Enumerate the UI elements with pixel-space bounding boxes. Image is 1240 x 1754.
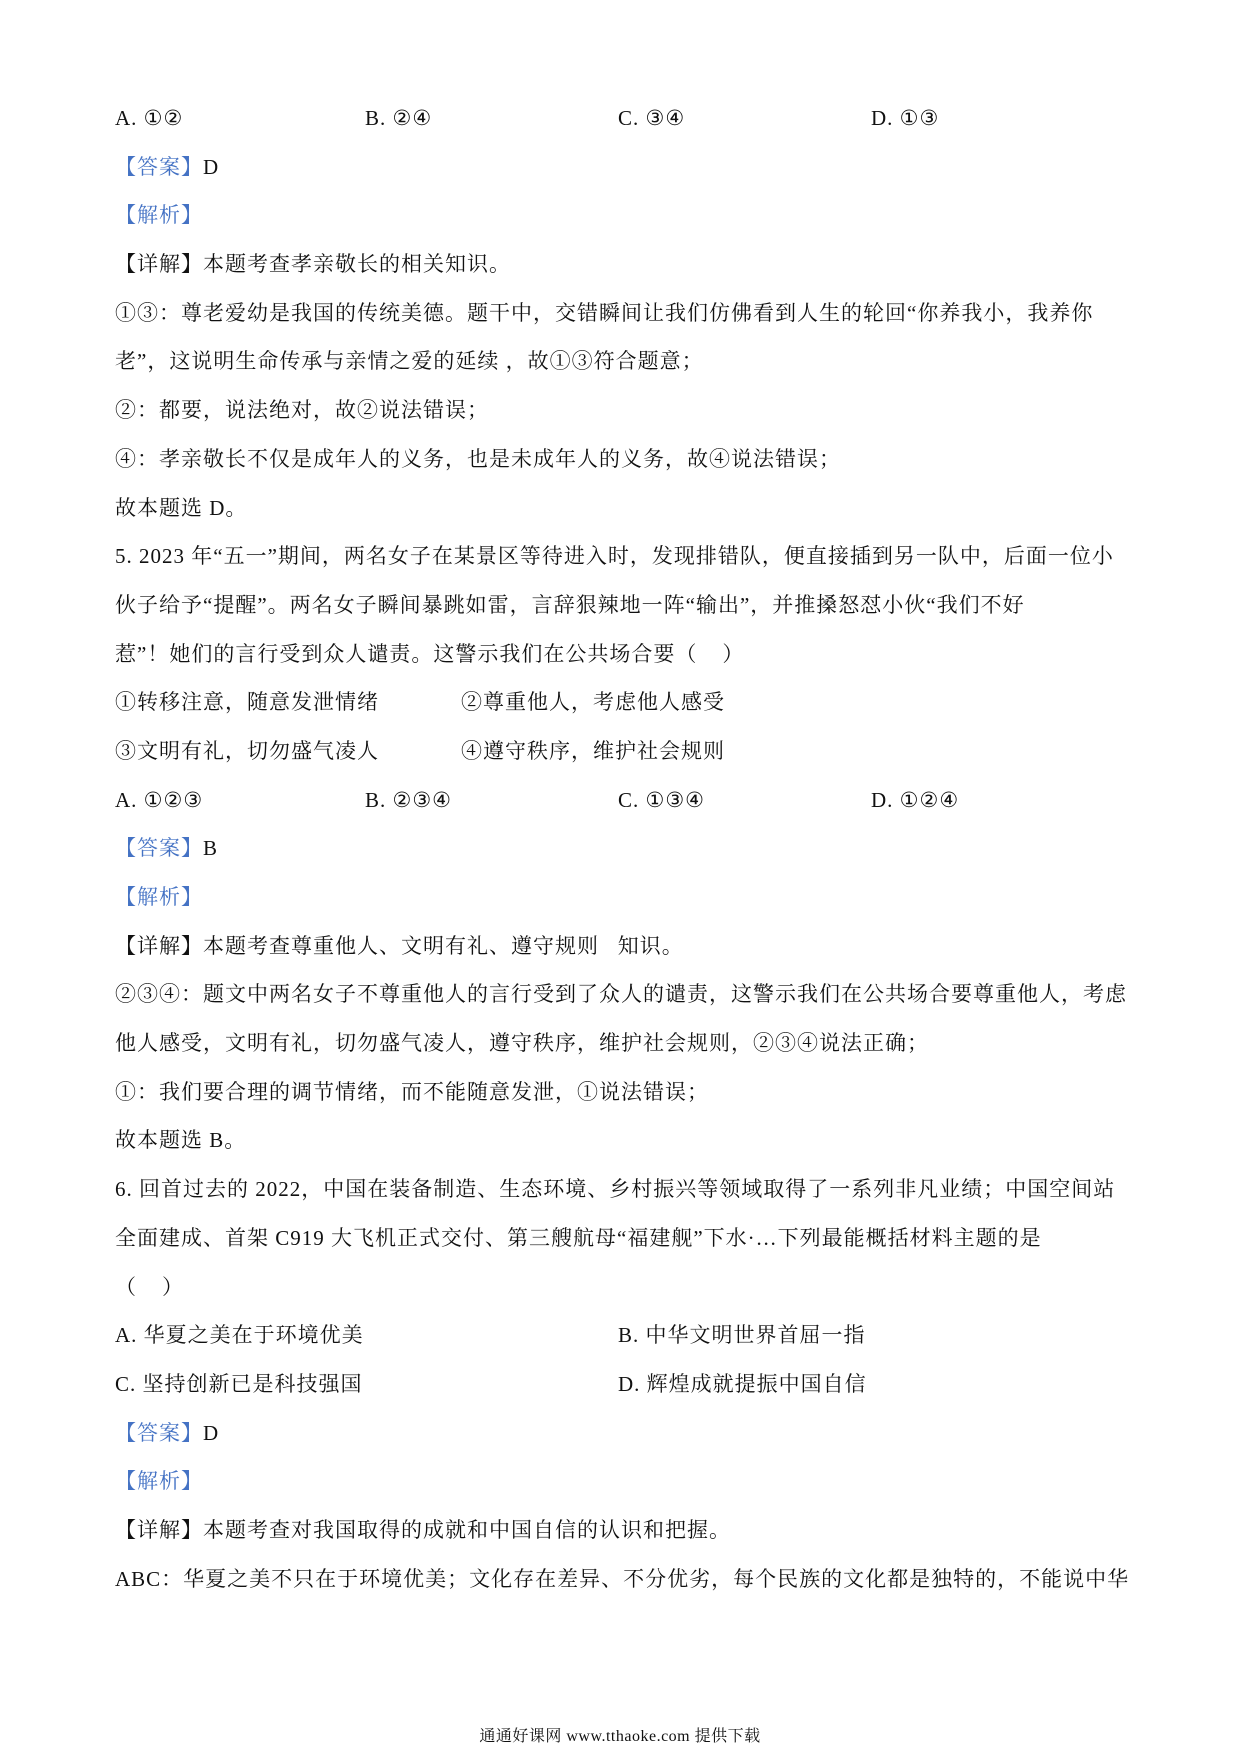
q5-analysis	[115, 873, 1125, 922]
q6-stem-blank: （ ）	[115, 1274, 184, 1299]
q5-statement-2: ②尊重他人，考虑他人感受	[461, 690, 725, 715]
q5-conclusion: 故本题选 B。	[115, 1128, 247, 1153]
q6-options-row-1	[115, 1311, 1125, 1360]
q6-explanation-line: ABC：华夏之美不只在于环境优美；文化存在差异、不分优劣，每个民族的文化都是独特的，不能说中华	[115, 1566, 1130, 1591]
q5-answer-label: 【答案】	[115, 836, 203, 861]
question-6	[115, 1165, 1130, 1603]
q5-option-a: A. ①②③	[115, 787, 204, 812]
q5-answer-value: B	[203, 836, 219, 861]
q6-option-c: C. 坚持创新已是科技强国	[115, 1371, 363, 1396]
q4-analysis-label: 【解析】	[115, 203, 203, 228]
q5-option-b: B. ②③④	[365, 787, 452, 812]
q4-explanation-line: 老”，这说明生命传承与亲情之爱的延续 ，故①③符合题意；	[115, 349, 704, 374]
q5-detail-text: 本题考查尊重他人、文明有礼、遵守规则 知识。	[203, 933, 684, 958]
q4-answer	[115, 143, 1125, 192]
q4-analysis	[115, 191, 1125, 240]
q6-detail	[115, 1506, 1125, 1555]
q4-detail-text: 本题考查孝亲敬长的相关知识。	[203, 252, 511, 277]
q6-option-a: A. 华夏之美在于环境优美	[115, 1323, 364, 1348]
q4-options	[115, 94, 1125, 143]
q4-option-c: C. ③④	[618, 106, 686, 130]
q4-conclusion: 故本题选 D。	[115, 495, 248, 520]
q6-answer	[115, 1409, 1125, 1458]
q5-stem-line: 伙子给予“提醒”。两名女子瞬间暴跳如雷，言辞狠辣地一阵“输出”，并推搡怒怼小伙“我们不好	[115, 592, 1025, 617]
q4-explanation-line: ④：孝亲敬长不仅是成年人的义务，也是未成年人的义务，故④说法错误；	[115, 446, 841, 471]
q5-analysis-label: 【解析】	[115, 885, 203, 909]
q4-answer-value: D	[203, 154, 220, 179]
q5-statement-4: ④遵守秩序，维护社会规则	[461, 738, 725, 763]
question-4	[115, 94, 1125, 532]
q5-detail-label: 【详解】	[115, 933, 203, 958]
q5-statements-row-1	[115, 678, 1125, 727]
q6-option-d: D. 辉煌成就提振中国自信	[618, 1371, 867, 1396]
page-footer: 通通好课网 www.tthaoke.com 提供下载	[479, 1728, 761, 1745]
q5-option-d: D. ①②④	[871, 787, 960, 812]
q4-detail	[115, 240, 1125, 289]
q5-explanation-line: 他人感受，文明有礼，切勿盛气凌人，遵守秩序，维护社会规则，②③④说法正确；	[115, 1031, 929, 1056]
q6-analysis	[115, 1457, 1125, 1506]
q4-option-b: B. ②④	[365, 106, 433, 130]
q5-explanation-line: ②③④：题文中两名女子不尊重他人的言行受到了众人的谴责，这警示我们在公共场合要尊重他人，考虑	[115, 982, 1127, 1007]
q5-statements-row-2	[115, 727, 1125, 776]
q4-option-d: D. ①③	[871, 106, 940, 130]
q5-statement-1: ①转移注意，随意发泄情绪	[115, 690, 379, 715]
q5-explanation-line: ①：我们要合理的调节情绪，而不能随意发泄，①说法错误；	[115, 1079, 709, 1104]
q4-explanation-line: ②：都要，说法绝对，故②说法错误；	[115, 398, 489, 423]
q5-answer	[115, 824, 1125, 873]
q4-answer-label: 【答案】	[115, 154, 203, 179]
q6-option-b: B. 中华文明世界首屈一指	[618, 1323, 866, 1348]
q5-statement-3: ③文明有礼，切勿盛气凌人	[115, 738, 379, 763]
q6-answer-value: D	[203, 1420, 220, 1445]
q6-detail-text: 本题考查对我国取得的成就和中国自信的认识和把握。	[203, 1517, 731, 1542]
q4-option-a: A. ①②	[115, 106, 184, 130]
q6-options-row-2	[115, 1360, 1125, 1409]
q5-stem-line: 惹”！她们的言行受到众人谴责。这警示我们在公共场合要（ ）	[115, 641, 745, 666]
q6-stem-line: 全面建成、首架 C919 大飞机正式交付、第三艘航母“福建舰”下水·…下列最能概括材料主题的是	[115, 1225, 1042, 1250]
q6-answer-label: 【答案】	[115, 1420, 203, 1445]
q6-detail-label: 【详解】	[115, 1517, 203, 1542]
q5-stem-line: 5. 2023 年“五一”期间，两名女子在某景区等待进入时，发现排错队，便直接插到另一队中，后面一位小	[115, 544, 1114, 569]
q5-options	[115, 776, 1125, 825]
question-5	[115, 532, 1125, 1165]
q5-detail	[115, 922, 1125, 971]
q5-option-c: C. ①③④	[618, 787, 705, 812]
page-content	[115, 94, 1130, 1603]
q4-explanation-line: ①③：尊老爱幼是我国的传统美德。题干中，交错瞬间让我们仿佛看到人生的轮回“你养我小，我养你	[115, 300, 1094, 325]
q6-analysis-label: 【解析】	[115, 1469, 203, 1494]
q6-stem-line: 6. 回首过去的 2022，中国在装备制造、生态环境、乡村振兴等领域取得了一系列非凡业绩；中国空间站	[115, 1177, 1116, 1202]
q4-detail-label: 【详解】	[115, 252, 203, 277]
